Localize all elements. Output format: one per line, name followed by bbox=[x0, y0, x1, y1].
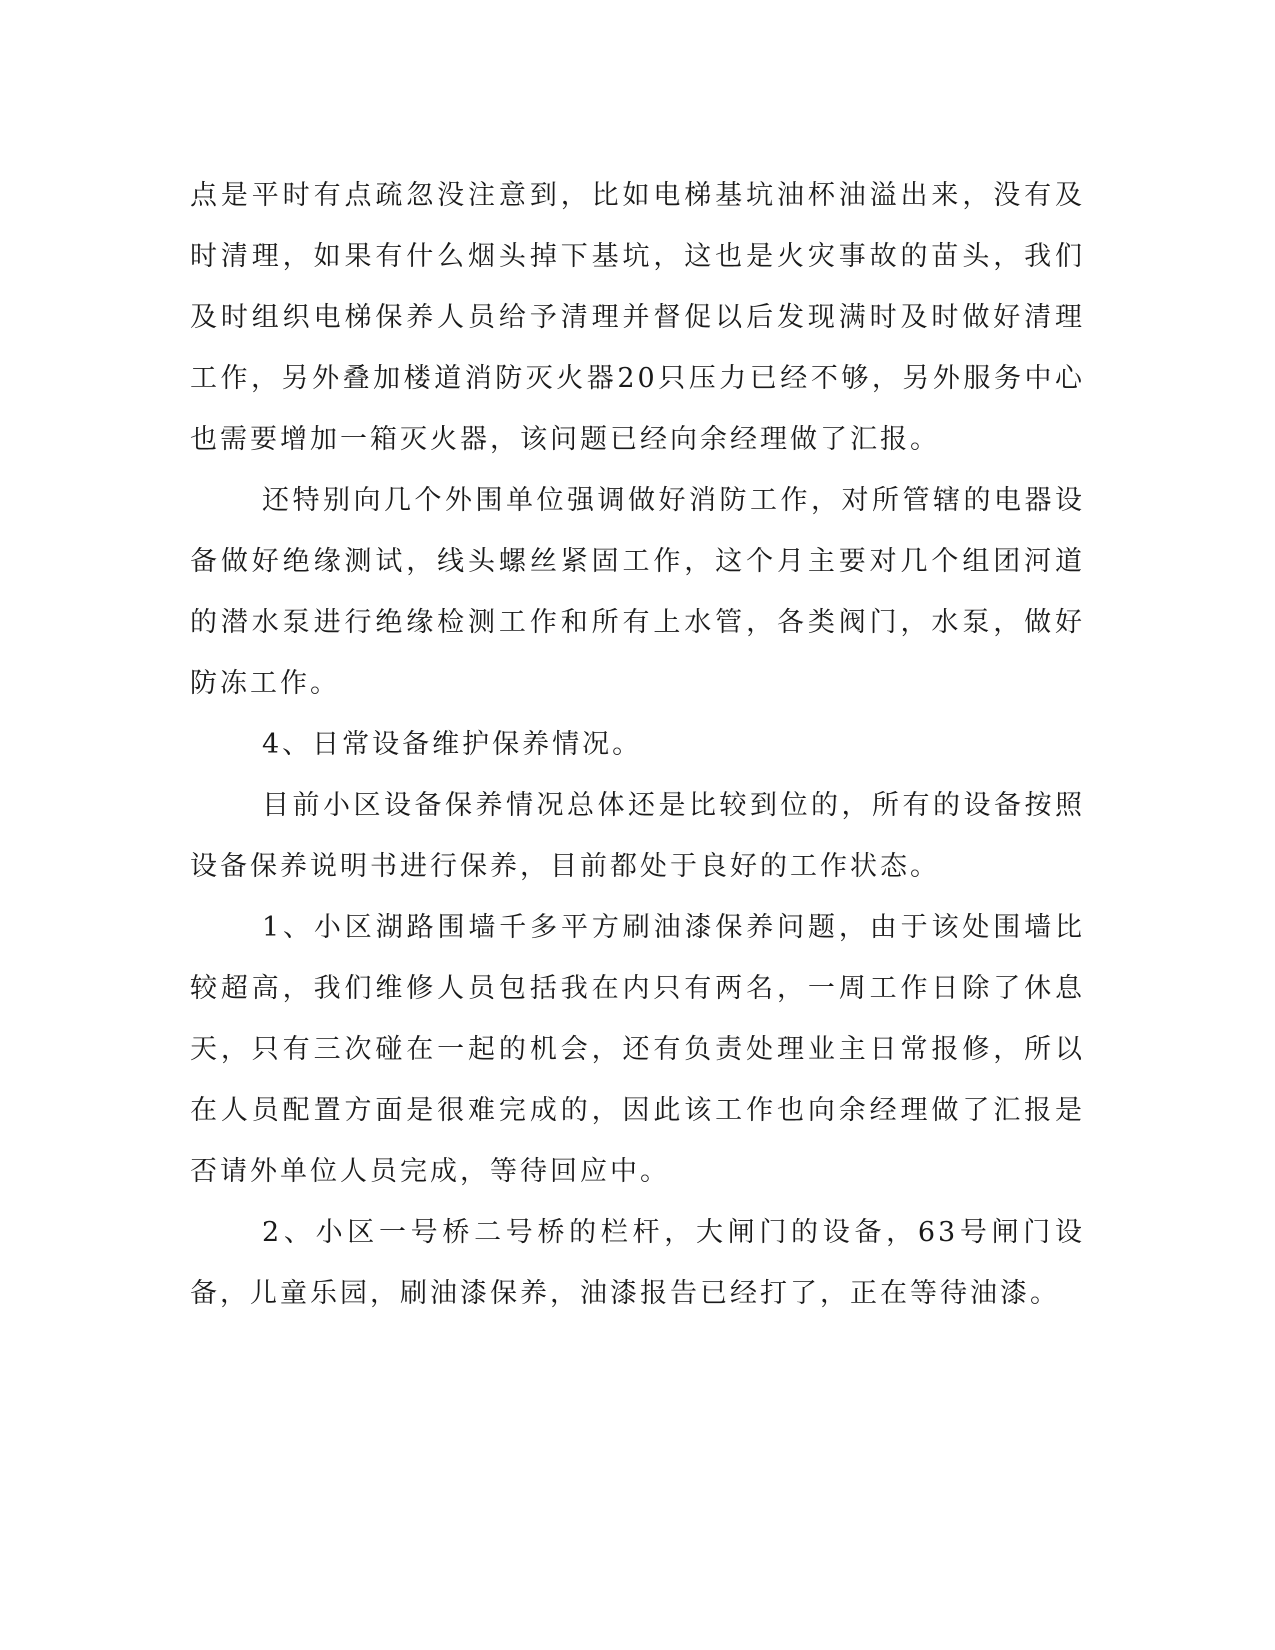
paragraph-equipment-status: 目前小区设备保养情况总体还是比较到位的，所有的设备按照设备保养说明书进行保养，目前都处于良好的工作状态。 bbox=[190, 790, 1085, 882]
paragraph-fire-safety: 还特别向几个外围单位强调做好消防工作，对所管辖的电器设备做好绝缘测试，线头螺丝紧固工作，这个月主要对几个组团河道的潜水泵进行绝缘检测工作和所有上水管，各类阀门，水泵，做好防冻工作。 bbox=[190, 485, 1085, 699]
section-heading-maintenance: 4、日常设备维护保养情况。 bbox=[262, 729, 643, 760]
document-body bbox=[190, 165, 1085, 1324]
paragraph-bridge-railing: 2、小区一号桥二号桥的栏杆，大闸门的设备，63号闸门设备，儿童乐园，刷油漆保养，油漆报告已经打了，正在等待油漆。 bbox=[190, 1217, 1085, 1309]
paragraph-wall-painting: 1、小区湖路围墙千多平方刷油漆保养问题，由于该处围墙比较超高，我们维修人员包括我在内只有两名，一周工作日除了休息天，只有三次碰在一起的机会，还有负责处理业主日常报修，所以在人员配置方面是很难完成的，因此该工作也向余经理做了汇报是否请外单位人员完成，等待回应中。 bbox=[190, 912, 1085, 1187]
paragraph-continuation: 点是平时有点疏忽没注意到，比如电梯基坑油杯油溢出来，没有及时清理，如果有什么烟头掉下基坑，这也是火灾事故的苗头，我们及时组织电梯保养人员给予清理并督促以后发现满时及时做好清理工作，另外叠加楼道消防灭火器20只压力已经不够，另外服务中心也需要增加一箱灭火器，该问题已经向余经理做了汇报。 bbox=[190, 180, 1085, 455]
